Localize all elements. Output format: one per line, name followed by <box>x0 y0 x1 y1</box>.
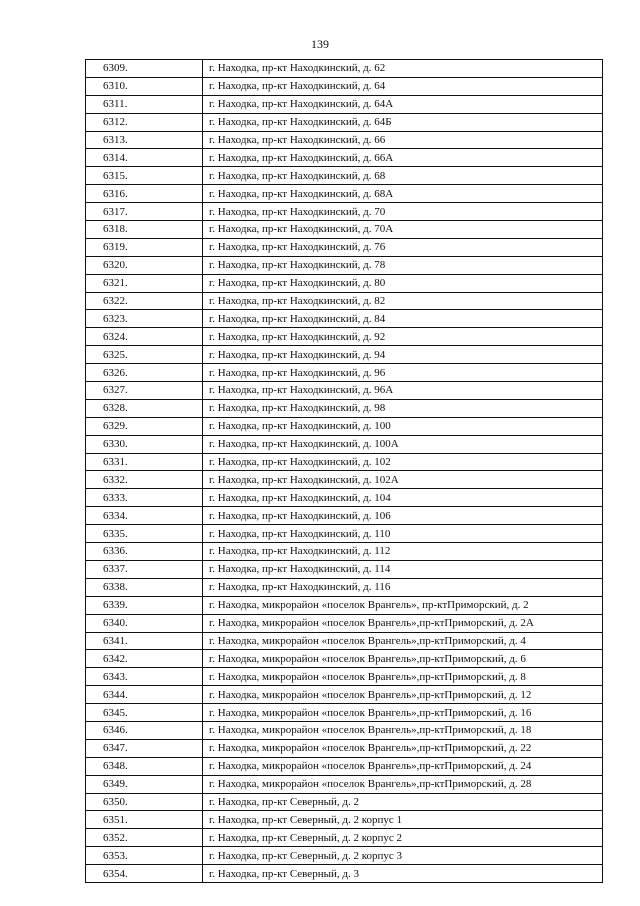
row-address: г. Находка, пр-кт Северный, д. 2 <box>203 793 603 811</box>
table-row <box>86 757 603 775</box>
row-address: г. Находка, микрорайон «поселок Врангель»,пр-ктПриморский, д. 4 <box>203 632 603 650</box>
row-number: 6353. <box>86 847 203 865</box>
row-address: г. Находка, пр-кт Находкинский, д. 114 <box>203 560 603 578</box>
row-number: 6315. <box>86 167 203 185</box>
table-row <box>86 668 603 686</box>
row-number: 6320. <box>86 256 203 274</box>
table-row <box>86 721 603 739</box>
table-row <box>86 221 603 239</box>
table-row <box>86 578 603 596</box>
table-row <box>86 793 603 811</box>
row-number: 6352. <box>86 829 203 847</box>
row-number: 6337. <box>86 560 203 578</box>
row-address: г. Находка, микрорайон «поселок Врангель»,пр-ктПриморский, д. 8 <box>203 668 603 686</box>
row-address: г. Находка, микрорайон «поселок Врангель»,пр-ктПриморский, д. 16 <box>203 704 603 722</box>
row-number: 6335. <box>86 525 203 543</box>
row-address: г. Находка, микрорайон «поселок Врангель»,пр-ктПриморский, д. 12 <box>203 686 603 704</box>
table-row <box>86 256 603 274</box>
row-number: 6321. <box>86 274 203 292</box>
address-table <box>85 59 603 883</box>
table-row <box>86 811 603 829</box>
table-row <box>86 686 603 704</box>
table-row <box>86 775 603 793</box>
row-address: г. Находка, пр-кт Находкинский, д. 76 <box>203 238 603 256</box>
row-number: 6319. <box>86 238 203 256</box>
row-address: г. Находка, пр-кт Находкинский, д. 92 <box>203 328 603 346</box>
table-row <box>86 238 603 256</box>
row-number: 6333. <box>86 489 203 507</box>
row-address: г. Находка, пр-кт Находкинский, д. 80 <box>203 274 603 292</box>
page-number: 139 <box>311 37 329 51</box>
row-number: 6332. <box>86 471 203 489</box>
table-row <box>86 382 603 400</box>
table-row <box>86 632 603 650</box>
row-address: г. Находка, микрорайон «поселок Врангель»,пр-ктПриморский, д. 2А <box>203 614 603 632</box>
table-row <box>86 77 603 95</box>
table-row <box>86 525 603 543</box>
row-number: 6341. <box>86 632 203 650</box>
table-row <box>86 60 603 78</box>
row-address: г. Находка, пр-кт Находкинский, д. 96 <box>203 364 603 382</box>
table-row <box>86 471 603 489</box>
row-number: 6325. <box>86 346 203 364</box>
table-row <box>86 149 603 167</box>
table-row <box>86 185 603 203</box>
row-address: г. Находка, микрорайон «поселок Врангель»,пр-ктПриморский, д. 18 <box>203 721 603 739</box>
row-number: 6349. <box>86 775 203 793</box>
row-address: г. Находка, микрорайон «поселок Врангель»,пр-ктПриморский, д. 22 <box>203 739 603 757</box>
row-number: 6316. <box>86 185 203 203</box>
table-row <box>86 274 603 292</box>
row-address: г. Находка, микрорайон «поселок Врангель»,пр-ктПриморский, д. 24 <box>203 757 603 775</box>
row-address: г. Находка, пр-кт Находкинский, д. 94 <box>203 346 603 364</box>
row-number: 6331. <box>86 453 203 471</box>
table-row <box>86 203 603 221</box>
table-row <box>86 310 603 328</box>
row-number: 6334. <box>86 507 203 525</box>
row-address: г. Находка, пр-кт Находкинский, д. 62 <box>203 60 603 78</box>
table-row <box>86 328 603 346</box>
row-number: 6310. <box>86 77 203 95</box>
row-address: г. Находка, пр-кт Находкинский, д. 70 <box>203 203 603 221</box>
table-row <box>86 435 603 453</box>
row-number: 6313. <box>86 131 203 149</box>
row-address: г. Находка, пр-кт Северный, д. 2 корпус 1 <box>203 811 603 829</box>
row-address: г. Находка, пр-кт Северный, д. 2 корпус 3 <box>203 847 603 865</box>
row-number: 6340. <box>86 614 203 632</box>
row-number: 6309. <box>86 60 203 78</box>
table-row <box>86 614 603 632</box>
table-row <box>86 507 603 525</box>
row-number: 6339. <box>86 596 203 614</box>
table-row <box>86 543 603 561</box>
row-address: г. Находка, пр-кт Находкинский, д. 64 <box>203 77 603 95</box>
row-address: г. Находка, пр-кт Находкинский, д. 100А <box>203 435 603 453</box>
row-number: 6338. <box>86 578 203 596</box>
row-address: г. Находка, микрорайон «поселок Врангель»,пр-ктПриморский, д. 6 <box>203 650 603 668</box>
table-row <box>86 417 603 435</box>
table-row <box>86 847 603 865</box>
row-address: г. Находка, пр-кт Находкинский, д. 102 <box>203 453 603 471</box>
row-number: 6329. <box>86 417 203 435</box>
row-number: 6326. <box>86 364 203 382</box>
table-row <box>86 560 603 578</box>
table-row <box>86 346 603 364</box>
row-address: г. Находка, пр-кт Находкинский, д. 66 <box>203 131 603 149</box>
row-address: г. Находка, пр-кт Находкинский, д. 98 <box>203 399 603 417</box>
table-row <box>86 167 603 185</box>
row-address: г. Находка, пр-кт Северный, д. 2 корпус 2 <box>203 829 603 847</box>
row-number: 6336. <box>86 543 203 561</box>
row-number: 6342. <box>86 650 203 668</box>
table-row <box>86 399 603 417</box>
row-address: г. Находка, пр-кт Находкинский, д. 68А <box>203 185 603 203</box>
table-row <box>86 865 603 883</box>
row-address: г. Находка, пр-кт Находкинский, д. 116 <box>203 578 603 596</box>
table-row <box>86 596 603 614</box>
row-address: г. Находка, пр-кт Находкинский, д. 64А <box>203 95 603 113</box>
row-address: г. Находка, пр-кт Находкинский, д. 78 <box>203 256 603 274</box>
table-row <box>86 829 603 847</box>
table-row <box>86 95 603 113</box>
row-address: г. Находка, пр-кт Северный, д. 3 <box>203 865 603 883</box>
row-number: 6324. <box>86 328 203 346</box>
row-number: 6347. <box>86 739 203 757</box>
row-address: г. Находка, пр-кт Находкинский, д. 82 <box>203 292 603 310</box>
row-address: г. Находка, пр-кт Находкинский, д. 70А <box>203 221 603 239</box>
row-address: г. Находка, пр-кт Находкинский, д. 110 <box>203 525 603 543</box>
table-row <box>86 364 603 382</box>
row-number: 6354. <box>86 865 203 883</box>
row-address: г. Находка, пр-кт Находкинский, д. 68 <box>203 167 603 185</box>
row-address: г. Находка, пр-кт Находкинский, д. 96А <box>203 382 603 400</box>
row-address: г. Находка, пр-кт Находкинский, д. 112 <box>203 543 603 561</box>
row-number: 6343. <box>86 668 203 686</box>
row-number: 6327. <box>86 382 203 400</box>
table-row <box>86 453 603 471</box>
row-address: г. Находка, пр-кт Находкинский, д. 64Б <box>203 113 603 131</box>
row-number: 6323. <box>86 310 203 328</box>
table-row <box>86 113 603 131</box>
row-address: г. Находка, пр-кт Находкинский, д. 84 <box>203 310 603 328</box>
row-address: г. Находка, пр-кт Находкинский, д. 66А <box>203 149 603 167</box>
row-number: 6318. <box>86 221 203 239</box>
address-table-body <box>86 60 603 883</box>
row-number: 6314. <box>86 149 203 167</box>
row-number: 6311. <box>86 95 203 113</box>
table-row <box>86 292 603 310</box>
row-number: 6345. <box>86 704 203 722</box>
row-address: г. Находка, микрорайон «поселок Врангель»,пр-ктПриморский, д. 28 <box>203 775 603 793</box>
row-number: 6348. <box>86 757 203 775</box>
row-number: 6351. <box>86 811 203 829</box>
row-number: 6346. <box>86 721 203 739</box>
row-number: 6330. <box>86 435 203 453</box>
row-address: г. Находка, пр-кт Находкинский, д. 106 <box>203 507 603 525</box>
table-row <box>86 131 603 149</box>
table-row <box>86 650 603 668</box>
table-row <box>86 489 603 507</box>
row-address: г. Находка, пр-кт Находкинский, д. 100 <box>203 417 603 435</box>
row-number: 6328. <box>86 399 203 417</box>
row-address: г. Находка, пр-кт Находкинский, д. 102А <box>203 471 603 489</box>
row-number: 6322. <box>86 292 203 310</box>
row-address: г. Находка, пр-кт Находкинский, д. 104 <box>203 489 603 507</box>
row-number: 6312. <box>86 113 203 131</box>
row-address: г. Находка, микрорайон «поселок Врангель», пр-ктПриморский, д. 2 <box>203 596 603 614</box>
row-number: 6317. <box>86 203 203 221</box>
table-row <box>86 704 603 722</box>
table-row <box>86 739 603 757</box>
row-number: 6350. <box>86 793 203 811</box>
row-number: 6344. <box>86 686 203 704</box>
